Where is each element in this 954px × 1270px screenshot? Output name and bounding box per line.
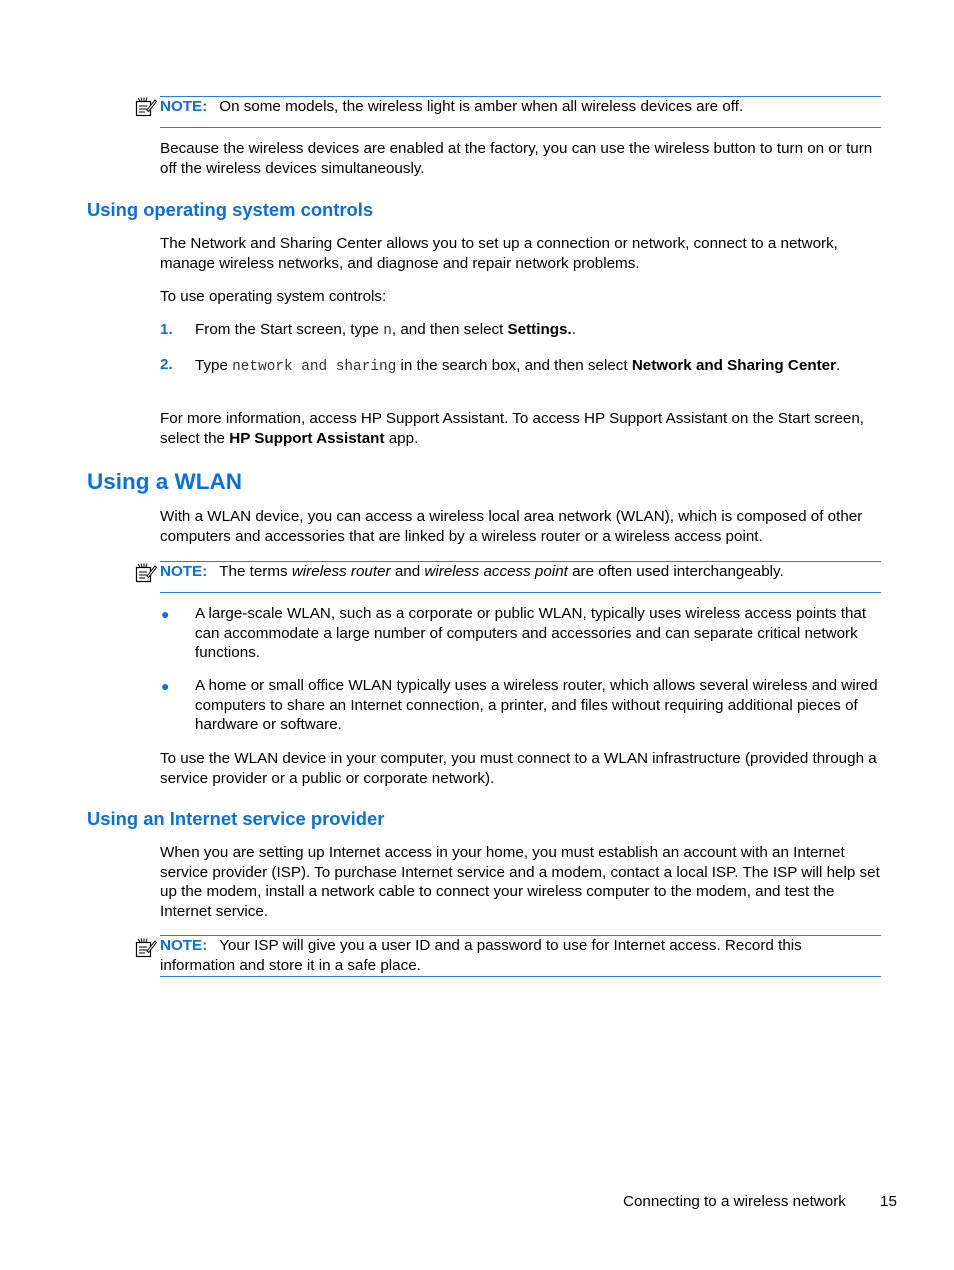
- note-box: [160, 935, 881, 977]
- note-box: [160, 561, 881, 593]
- heading-os-controls: Using operating system controls: [87, 199, 374, 220]
- footer-title: Connecting to a wireless network: [623, 1193, 846, 1210]
- note-icon: [135, 96, 157, 118]
- step-number: 2.: [160, 356, 173, 373]
- step-number: 1.: [160, 321, 173, 338]
- note-text: NOTE: The terms wireless router and wireless access point are often used interchangeably.: [160, 563, 784, 580]
- paragraph-os-intro: The Network and Sharing Center allows you to set up a connection or network, connect to a network, manage wireless networks, and diagnose and repair network problems.: [160, 235, 838, 272]
- heading-isp: Using an Internet service provider: [87, 808, 385, 829]
- note-icon: [135, 562, 157, 584]
- note-text: NOTE: Your ISP will give you a user ID and a password to use for Internet access. Record this information and store it in a safe place.: [160, 937, 802, 974]
- paragraph-os-more: For more information, access HP Support Assistant. To access HP Support Assistant on the Start screen, select the HP Support Assistant app.: [160, 410, 865, 447]
- paragraph-os-lead: To use operating system controls:: [160, 288, 387, 305]
- paragraph-wlan-intro: With a WLAN device, you can access a wireless local area network (WLAN), which is composed of other computers and accessories that are linked by a wireless router or a wireless access point.: [160, 508, 863, 545]
- paragraph-factory: Because the wireless devices are enabled at the factory, you can use the wireless button to turn on or turn off the wireless devices simultaneously.: [160, 140, 873, 177]
- bullet-icon: ●: [161, 606, 170, 622]
- step-2: Type network and sharing in the search box, and then select Network and Sharing Center.: [195, 357, 841, 375]
- note-box: [160, 96, 881, 128]
- note-icon: [135, 937, 157, 959]
- list-item: A home or small office WLAN typically uses a wireless router, which allows several wireless and wired computers to share an Internet connection, a printer, and files without requiring additional pieces of hardware or software.: [195, 677, 878, 734]
- paragraph-wlan-closing: To use the WLAN device in your computer, you must connect to a WLAN infrastructure (provided through a service provider or a public or corporate network).: [160, 750, 877, 787]
- list-item: A large-scale WLAN, such as a corporate or public WLAN, typically uses wireless access points that can accommodate a large number of computers and accessories and can separate critical network functions.: [195, 605, 867, 662]
- page-number: 15: [880, 1193, 897, 1210]
- bullet-icon: ●: [161, 678, 170, 694]
- note-label: NOTE:: [160, 98, 208, 115]
- paragraph-isp-intro: When you are setting up Internet access in your home, you must establish an account with an Internet service provider (ISP). To purchase Internet service and a modem, contact a local ISP. The ISP will help set up the modem, install a network cable to connect your wireless computer to the modem, and test the Internet service.: [160, 844, 880, 920]
- note-text: NOTE: On some models, the wireless light is amber when all wireless devices are off.: [160, 98, 744, 115]
- heading-wlan: Using a WLAN: [87, 469, 242, 494]
- step-1: From the Start screen, type n, and then select Settings..: [195, 321, 576, 339]
